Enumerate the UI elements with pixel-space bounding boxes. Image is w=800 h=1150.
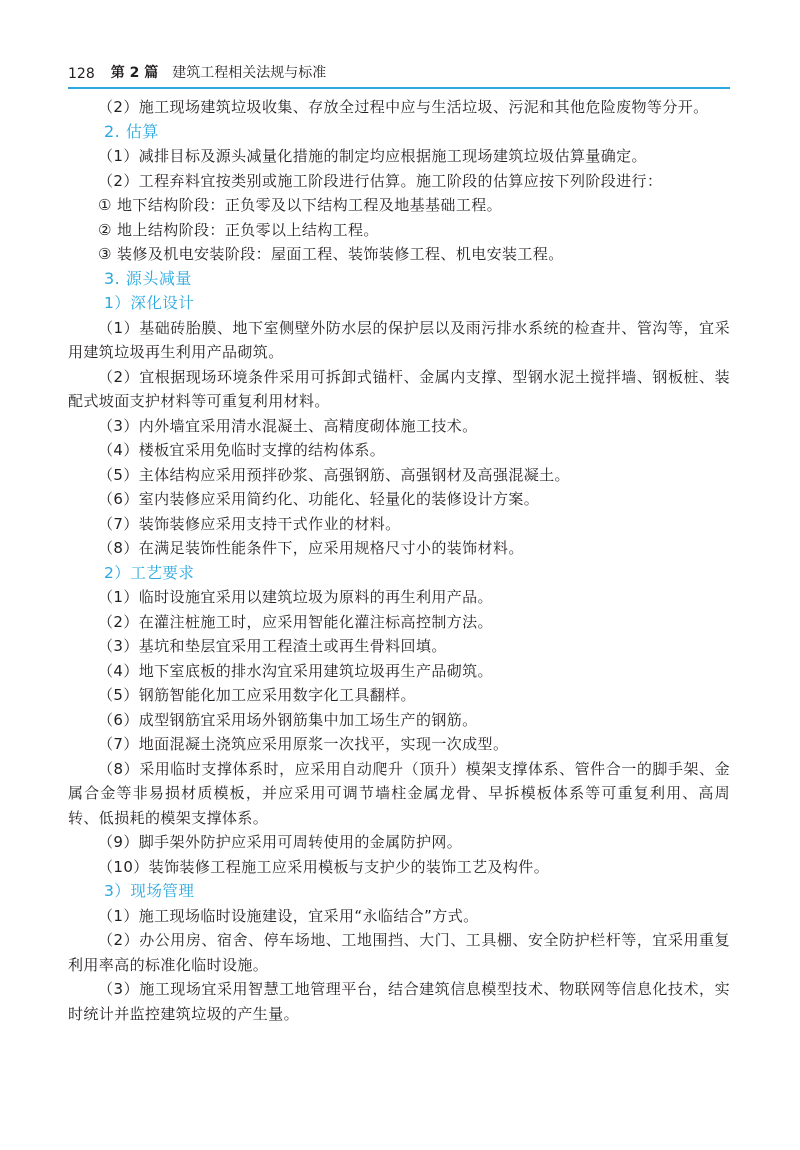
paragraph: （2）在灌注桩施工时，应采用智能化灌注标高控制方法。 [98, 612, 493, 631]
paragraph: （1）施工现场临时设施建设，宜采用“永临结合”方式。 [98, 906, 479, 925]
paragraph: ③ 装修及机电安装阶段：屋面工程、装饰装修工程、机电安装工程。 [98, 245, 564, 263]
paragraph: （7）装饰装修应采用支持干式作业的材料。 [98, 514, 401, 533]
paragraph: （1）基础砖胎膜、地下室侧壁外防水层的保护层以及雨污排水系统的检查井、管沟等，宜采用建筑垃圾再生利用产品砌筑。 [68, 318, 730, 361]
subsection-heading: 3）现场管理 [104, 882, 195, 900]
paragraph: （1）临时设施宜采用以建筑垃圾为原料的再生利用产品。 [98, 588, 493, 606]
section-heading: 2. 估算 [104, 121, 159, 141]
running-title: 建筑工程相关法规与标准 [172, 65, 327, 81]
section-heading: 3. 源头减量 [104, 268, 192, 288]
paragraph: （10）装饰装修工程施工应采用模板与支护少的装饰工艺及构件。 [98, 857, 550, 876]
paragraph: （5）主体结构应采用预拌砂浆、高强钢筋、高强钢材及高强混凝土。 [98, 465, 570, 484]
paragraph: （7）地面混凝土浇筑应采用原浆一次找平，实现一次成型。 [98, 735, 509, 753]
paragraph: （3）基坑和垫层宜采用工程渣土或再生骨料回填。 [98, 637, 447, 655]
paragraph: ② 地上结构阶段：正负零以上结构工程。 [98, 220, 379, 239]
page-body [68, 95, 730, 1026]
page-header [68, 63, 730, 89]
subsection-heading: 1）深化设计 [104, 294, 195, 312]
paragraph: （1）减排目标及源头减量化措施的制定均应根据施工现场建筑垃圾估算量确定。 [98, 147, 647, 165]
paragraph: （8）在满足装饰性能条件下，应采用规格尺寸小的装饰材料。 [98, 539, 524, 557]
paragraph: （9）脚手架外防护应采用可周转使用的金属防护网。 [98, 833, 463, 851]
paragraph: （2）办公用房、宿舍、停车场地、工地围挡、大门、工具棚、安全防护栏杆等，宜采用重复利用率高的标准化临时设施。 [68, 931, 730, 974]
page-number: 128 [68, 66, 95, 82]
paragraph: （4）楼板宜采用免临时支撑的结构体系。 [98, 441, 386, 459]
part-label: 第 2 篇 [110, 65, 159, 81]
subsection-heading: 2）工艺要求 [104, 563, 195, 582]
paragraph: （2）宜根据现场环境条件采用可拆卸式锚杆、金属内支撑、型钢水泥土搅拌墙、钢板桩、装配式坡面支护材料等可重复利用材料。 [68, 367, 730, 410]
paragraph: （8）采用临时支撑体系时，应采用自动爬升（顶升）模架支撑体系、管件合一的脚手架、金属合金等非易损材质模板，并应采用可调节墙柱金属龙骨、早拆模板体系等可重复利用、高周转、低损耗的模架支撑体系。 [68, 759, 730, 827]
paragraph: （6）成型钢筋宜采用场外钢筋集中加工场生产的钢筋。 [98, 710, 478, 729]
paragraph: （5）钢筋智能化加工应采用数字化工具翻样。 [98, 686, 416, 704]
paragraph: ① 地下结构阶段：正负零及以下结构工程及地基基础工程。 [98, 196, 503, 214]
paragraph: （2）工程弃料宜按类别或施工阶段进行估算。施工阶段的估算应按下列阶段进行： [98, 171, 663, 190]
paragraph: （3）内外墙宜采用清水混凝土、高精度砌体施工技术。 [98, 416, 478, 435]
paragraph: （3）施工现场宜采用智慧工地管理平台，结合建筑信息模型技术、物联网等信息化技术，实时统计并监控建筑垃圾的产生量。 [68, 980, 730, 1023]
paragraph: （2）施工现场建筑垃圾收集、存放全过程中应与生活垃圾、污泥和其他危险废物等分开。 [98, 98, 709, 116]
paragraph: （4）地下室底板的排水沟宜采用建筑垃圾再生产品砌筑。 [98, 661, 493, 680]
paragraph: （6）室内装修应采用简约化、功能化、轻量化的装修设计方案。 [98, 490, 540, 508]
